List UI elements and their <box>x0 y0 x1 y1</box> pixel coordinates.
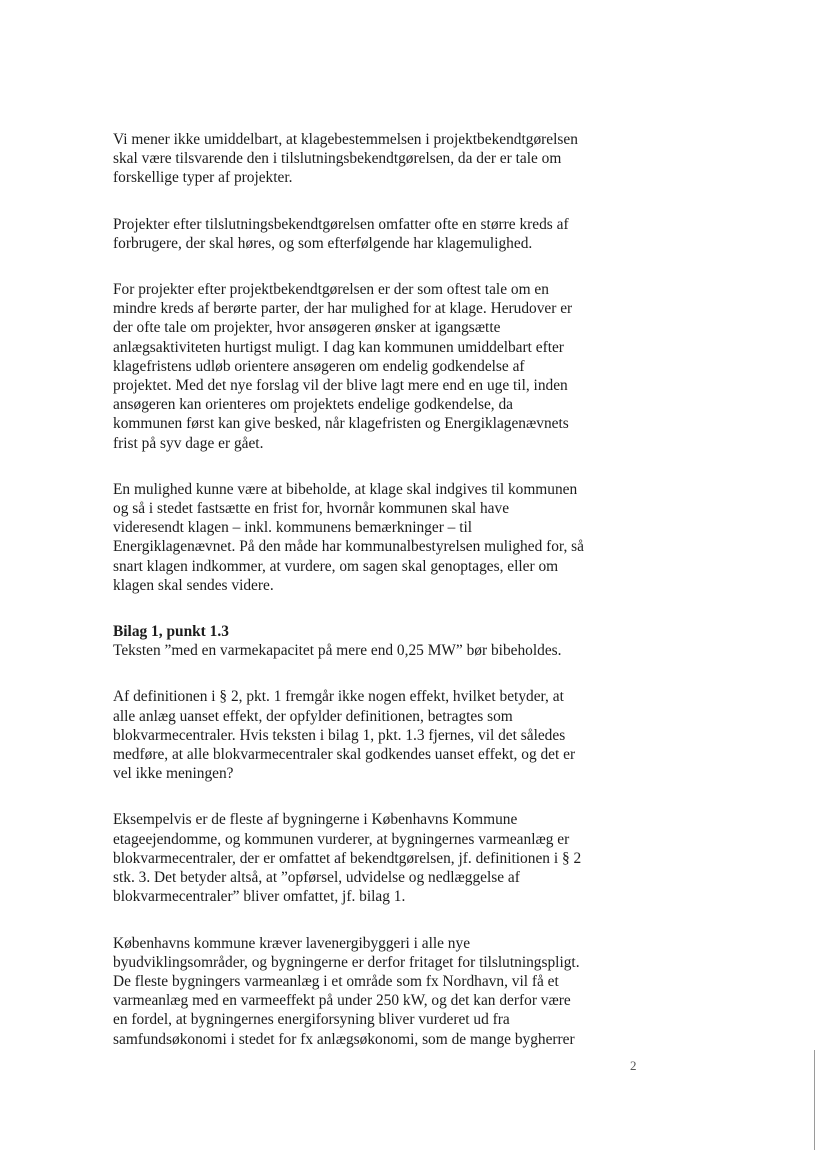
document-body <box>113 130 613 1049</box>
text-line: projektet. Med det nye forslag vil der blive lagt mere end en uge til, inden <box>113 377 568 395</box>
text-line: blokvarmecentraler, der er omfattet af bekendtgørelsen, jf. definitionen i § 2 <box>113 849 582 867</box>
scan-edge-divider <box>814 1050 815 1150</box>
text-line: videresendt klagen – inkl. kommunens bemærkninger – til <box>113 519 473 537</box>
text-line: varmeanlæg med en varmeeffekt på under 250 kW, og det kan derfor være <box>113 992 571 1010</box>
text-line: Eksempelvis er de fleste af bygningerne i Københavns Kommune <box>113 811 518 829</box>
text-line: mindre kreds af berørte parter, der har mulighed for at klage. Herudover er <box>113 300 573 318</box>
text-line: der ofte tale om projekter, hvor ansøgeren ønsker at igangsætte <box>113 319 501 337</box>
text-line: frist på syv dage er gået. <box>113 434 264 452</box>
section-bilag-1 <box>113 622 613 660</box>
text-line: blokvarmecentraler” bliver omfattet, jf. bilag 1. <box>113 888 406 906</box>
text-line: Københavns kommune kræver lavenergibyggeri i alle nye <box>113 934 471 952</box>
text-line: alle anlæg uanset effekt, der opfylder definitionen, betragtes som <box>113 707 513 725</box>
text-line: medføre, at alle blokvarmecentraler skal godkendes uanset effekt, og det er <box>113 746 576 764</box>
text-line: forskellige typer af projekter. <box>113 169 293 187</box>
text-line: De fleste bygningers varmeanlæg i et område som fx Nordhavn, vil få et <box>113 972 559 990</box>
text-line: Af definitionen i § 2, pkt. 1 fremgår ikke nogen effekt, hvilket betyder, at <box>113 688 564 706</box>
text-line: Energiklagenævnet. På den måde har kommunalbestyrelsen mulighed for, så <box>113 538 584 556</box>
page-number: 2 <box>630 1058 637 1073</box>
paragraph-2 <box>113 215 613 253</box>
text-line: byudviklingsområder, og bygningerne er derfor fritaget for tilslutningspligt. <box>113 953 580 971</box>
section-paragraph-2 <box>113 810 613 906</box>
text-line: klagen skal sendes videre. <box>113 576 274 594</box>
text-line: blokvarmecentraler. Hvis teksten i bilag 1, pkt. 1.3 fjernes, vil det således <box>113 726 566 744</box>
text-line: anlægsaktiviteten hurtigst muligt. I dag kan kommunen umiddelbart efter <box>113 338 564 356</box>
section-heading: Bilag 1, punkt 1.3 <box>113 623 229 641</box>
text-line: En mulighed kunne være at bibeholde, at klage skal indgives til kommunen <box>113 480 578 498</box>
text-line: samfundsøkonomi i stedet for fx anlægsøkonomi, som de mange bygherrer <box>113 1030 575 1048</box>
section-paragraph-3 <box>113 934 613 1049</box>
text-line: skal være tilsvarende den i tilslutningsbekendtgørelsen, da der er tale om <box>113 150 562 168</box>
text-line: Projekter efter tilslutningsbekendtgørelsen omfatter ofte en større kreds af <box>113 215 569 233</box>
text-line: stk. 3. Det betyder altså, at ”opførsel, udvidelse og nedlæggelse af <box>113 869 520 887</box>
text-line: klagefristens udløb orientere ansøgeren om endelig godkendelse af <box>113 357 525 375</box>
section-paragraph-1 <box>113 687 613 783</box>
section-intro-line: Teksten ”med en varmekapacitet på mere end 0,25 MW” bør bibeholdes. <box>113 642 562 660</box>
paragraph-3 <box>113 280 613 453</box>
paragraph-4 <box>113 480 613 595</box>
text-line: etageejendomme, og kommunen vurderer, at bygningernes varmeanlæg er <box>113 830 570 848</box>
text-line: vel ikke meningen? <box>113 765 234 783</box>
text-line: snart klagen indkommer, at vurdere, om sagen skal genoptages, eller om <box>113 557 559 575</box>
text-line: og så i stedet fastsætte en frist for, hvornår kommunen skal have <box>113 500 510 518</box>
text-line: en fordel, at bygningernes energiforsyning bliver vurderet ud fra <box>113 1011 510 1029</box>
text-line: ansøgeren kan orienteres om projektets endelige godkendelse, da <box>113 396 514 414</box>
paragraph-1 <box>113 130 613 188</box>
text-line: forbrugere, der skal høres, og som efterfølgende har klagemulighed. <box>113 234 533 252</box>
text-line: For projekter efter projektbekendtgørelsen er der som oftest tale om en <box>113 281 549 299</box>
text-line: kommunen først kan give besked, når klagefristen og Energiklagenævnets <box>113 415 569 433</box>
text-line: Vi mener ikke umiddelbart, at klagebestemmelsen i projektbekendtgørelsen <box>113 131 578 148</box>
